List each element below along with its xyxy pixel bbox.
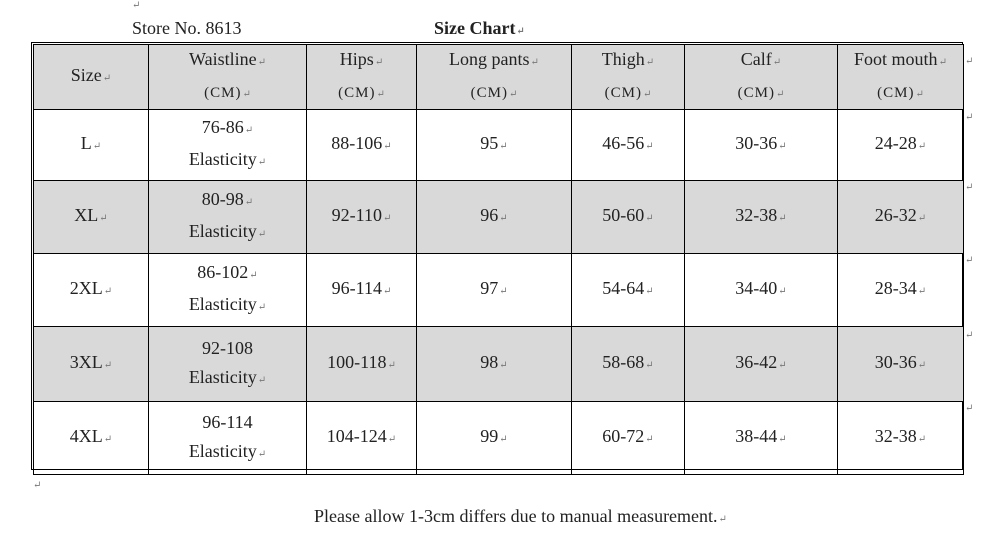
- cell-long-pants: 99↵: [417, 402, 572, 475]
- unit-label: (CM): [604, 85, 642, 101]
- cell-foot-mouth: 32-38↵: [838, 402, 964, 475]
- unit-label: (CM): [204, 85, 242, 101]
- paragraph-mark: ↵: [516, 26, 525, 37]
- cell-calf: 34-40↵: [685, 254, 838, 327]
- cell-thigh: 58-68↵: [572, 327, 685, 402]
- paragraph-mark: ↵: [718, 514, 727, 525]
- cell-foot-mouth: 26-32↵: [838, 181, 964, 254]
- cell-calf: 36-42↵: [685, 327, 838, 402]
- size-chart-table-frame: [31, 42, 963, 470]
- cell-calf: 30-36↵: [685, 110, 838, 181]
- header-hips: Hips↵ (CM)↵: [307, 45, 417, 110]
- cell-hips: 88-106↵: [307, 110, 417, 181]
- cell-thigh: 54-64↵: [572, 254, 685, 327]
- cell-hips: 96-114↵: [307, 254, 417, 327]
- cell-size: XL↵: [34, 181, 149, 254]
- table-header-row: [34, 45, 964, 110]
- chart-title: [434, 18, 525, 39]
- document-header: [0, 18, 1000, 40]
- cell-long-pants: 95↵: [417, 110, 572, 181]
- cell-long-pants: 97↵: [417, 254, 572, 327]
- unit-label: (CM): [737, 85, 775, 101]
- cell-hips: 92-110↵: [307, 181, 417, 254]
- chart-title-text: Size Chart: [434, 18, 516, 38]
- size-chart-table: [33, 44, 964, 475]
- cell-waistline: 96-114 Elasticity↵: [149, 402, 307, 475]
- header-size: Size↵: [34, 45, 149, 110]
- cell-calf: 32-38↵: [685, 181, 838, 254]
- cell-calf: 38-44↵: [685, 402, 838, 475]
- table-row: [34, 327, 964, 402]
- unit-label: (CM): [338, 85, 376, 101]
- cell-foot-mouth: 30-36↵: [838, 327, 964, 402]
- cell-thigh: 50-60↵: [572, 181, 685, 254]
- table-row: [34, 402, 964, 475]
- header-calf: Calf↵ (CM)↵: [685, 45, 838, 110]
- paragraph-mark: ↵: [965, 112, 974, 123]
- cell-size: L↵: [34, 110, 149, 181]
- unit-label: (CM): [877, 85, 915, 101]
- cell-waistline: 86-102↵ Elasticity↵: [149, 254, 307, 327]
- paragraph-mark: ↵: [132, 0, 141, 11]
- cell-size: 4XL↵: [34, 402, 149, 475]
- measurement-note-text: Please allow 1-3cm differs due to manual measurement.: [314, 506, 718, 526]
- cell-foot-mouth: 24-28↵: [838, 110, 964, 181]
- table-row: [34, 110, 964, 181]
- cell-hips: 100-118↵: [307, 327, 417, 402]
- cell-size: 2XL↵: [34, 254, 149, 327]
- measurement-note: [314, 506, 727, 527]
- paragraph-mark: ↵: [965, 330, 974, 341]
- store-number: Store No. 8613: [132, 18, 242, 38]
- cell-hips: 104-124↵: [307, 402, 417, 475]
- cell-long-pants: 96↵: [417, 181, 572, 254]
- unit-label: (CM): [470, 85, 508, 101]
- cell-size: 3XL↵: [34, 327, 149, 402]
- header-long-pants: Long pants↵ (CM)↵: [417, 45, 572, 110]
- cell-waistline: 92-108 Elasticity↵: [149, 327, 307, 402]
- cell-long-pants: 98↵: [417, 327, 572, 402]
- header-foot-mouth: Foot mouth↵ (CM)↵: [838, 45, 964, 110]
- paragraph-mark: ↵: [965, 403, 974, 414]
- header-thigh: Thigh↵ (CM)↵: [572, 45, 685, 110]
- cell-waistline: 80-98↵ Elasticity↵: [149, 181, 307, 254]
- cell-thigh: 60-72↵: [572, 402, 685, 475]
- cell-waistline: 76-86↵ Elasticity↵: [149, 110, 307, 181]
- paragraph-mark: ↵: [965, 56, 974, 67]
- paragraph-mark: ↵: [965, 255, 974, 266]
- paragraph-mark: ↵: [965, 182, 974, 193]
- paragraph-mark: ↵: [33, 480, 42, 491]
- table-row: [34, 181, 964, 254]
- header-waistline: Waistline↵ (CM)↵: [149, 45, 307, 110]
- cell-foot-mouth: 28-34↵: [838, 254, 964, 327]
- cell-thigh: 46-56↵: [572, 110, 685, 181]
- table-row: [34, 254, 964, 327]
